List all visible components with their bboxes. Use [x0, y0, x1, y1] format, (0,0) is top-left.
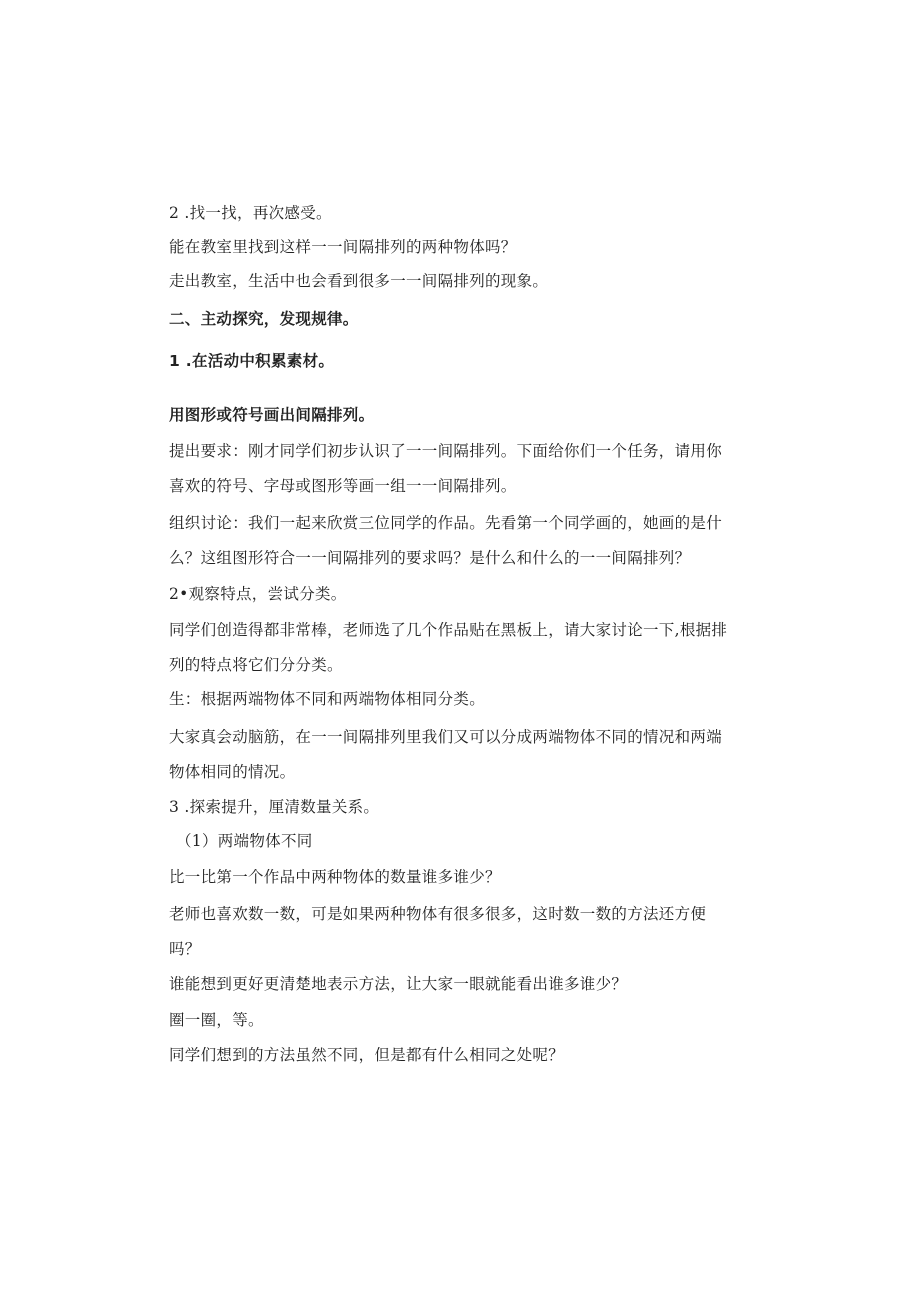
paragraph-line: 谁能想到更好更清楚地表示方法，让大家一眼就能看出谁多谁少？ [169, 975, 628, 993]
paragraph-line: 么？这组图形符合一一间隔排列的要求吗？是什么和什么的一一间隔排列？ [169, 549, 691, 567]
paragraph-line: 比一比第一个作品中两种物体的数量谁多谁少？ [169, 868, 501, 886]
step-2-observe-heading: 2•观察特点，尝试分类。 [169, 585, 347, 603]
paragraph-line: 圈一圈，等。 [169, 1011, 264, 1029]
paragraph-line: 同学们想到的方法虽然不同，但是都有什么相同之处呢？ [169, 1046, 565, 1064]
step-3-heading: 3 .探索提升，厘清数量关系。 [169, 798, 380, 816]
paragraph-line: 老师也喜欢数一数，可是如果两种物体有很多很多，这时数一数的方法还方便 [169, 905, 707, 923]
subsection-heading: 1 .在活动中积累素材。 [169, 352, 335, 370]
paragraph-line: 同学们创造得都非常棒，老师选了几个作品贴在黑板上，请大家讨论一下,根据排 [169, 621, 728, 639]
paragraph-line: 喜欢的符号、字母或图形等画一组一一间隔排列。 [169, 477, 517, 495]
paragraph-line: 生：根据两端物体不同和两端物体相同分类。 [169, 690, 486, 708]
activity-heading: 用图形或符号画出间隔排列。 [169, 406, 375, 424]
paragraph-line: 走出教室，生活中也会看到很多一一间隔排列的现象。 [169, 272, 549, 290]
paragraph-line: 列的特点将它们分分类。 [169, 656, 343, 674]
section-heading: 二、主动探究，发现规律。 [169, 310, 359, 328]
paragraph-line: 能在教室里找到这样一一间隔排列的两种物体吗？ [169, 238, 517, 256]
sub-item-heading: （1）两端物体不同 [176, 832, 313, 850]
paragraph-line: 物体相同的情况。 [169, 763, 296, 781]
paragraph-line: 提出要求：刚才同学们初步认识了一一间隔排列。下面给你们一个任务，请用你 [169, 442, 723, 460]
paragraph-line: 吗？ [169, 940, 201, 958]
step-2-heading: 2 .找一找，再次感受。 [169, 204, 332, 222]
paragraph-line: 大家真会动脑筋，在一一间隔排列里我们又可以分成两端物体不同的情况和两端 [169, 728, 723, 746]
paragraph-line: 组织讨论：我们一起来欣赏三位同学的作品。先看第一个同学画的，她画的是什 [169, 514, 723, 532]
